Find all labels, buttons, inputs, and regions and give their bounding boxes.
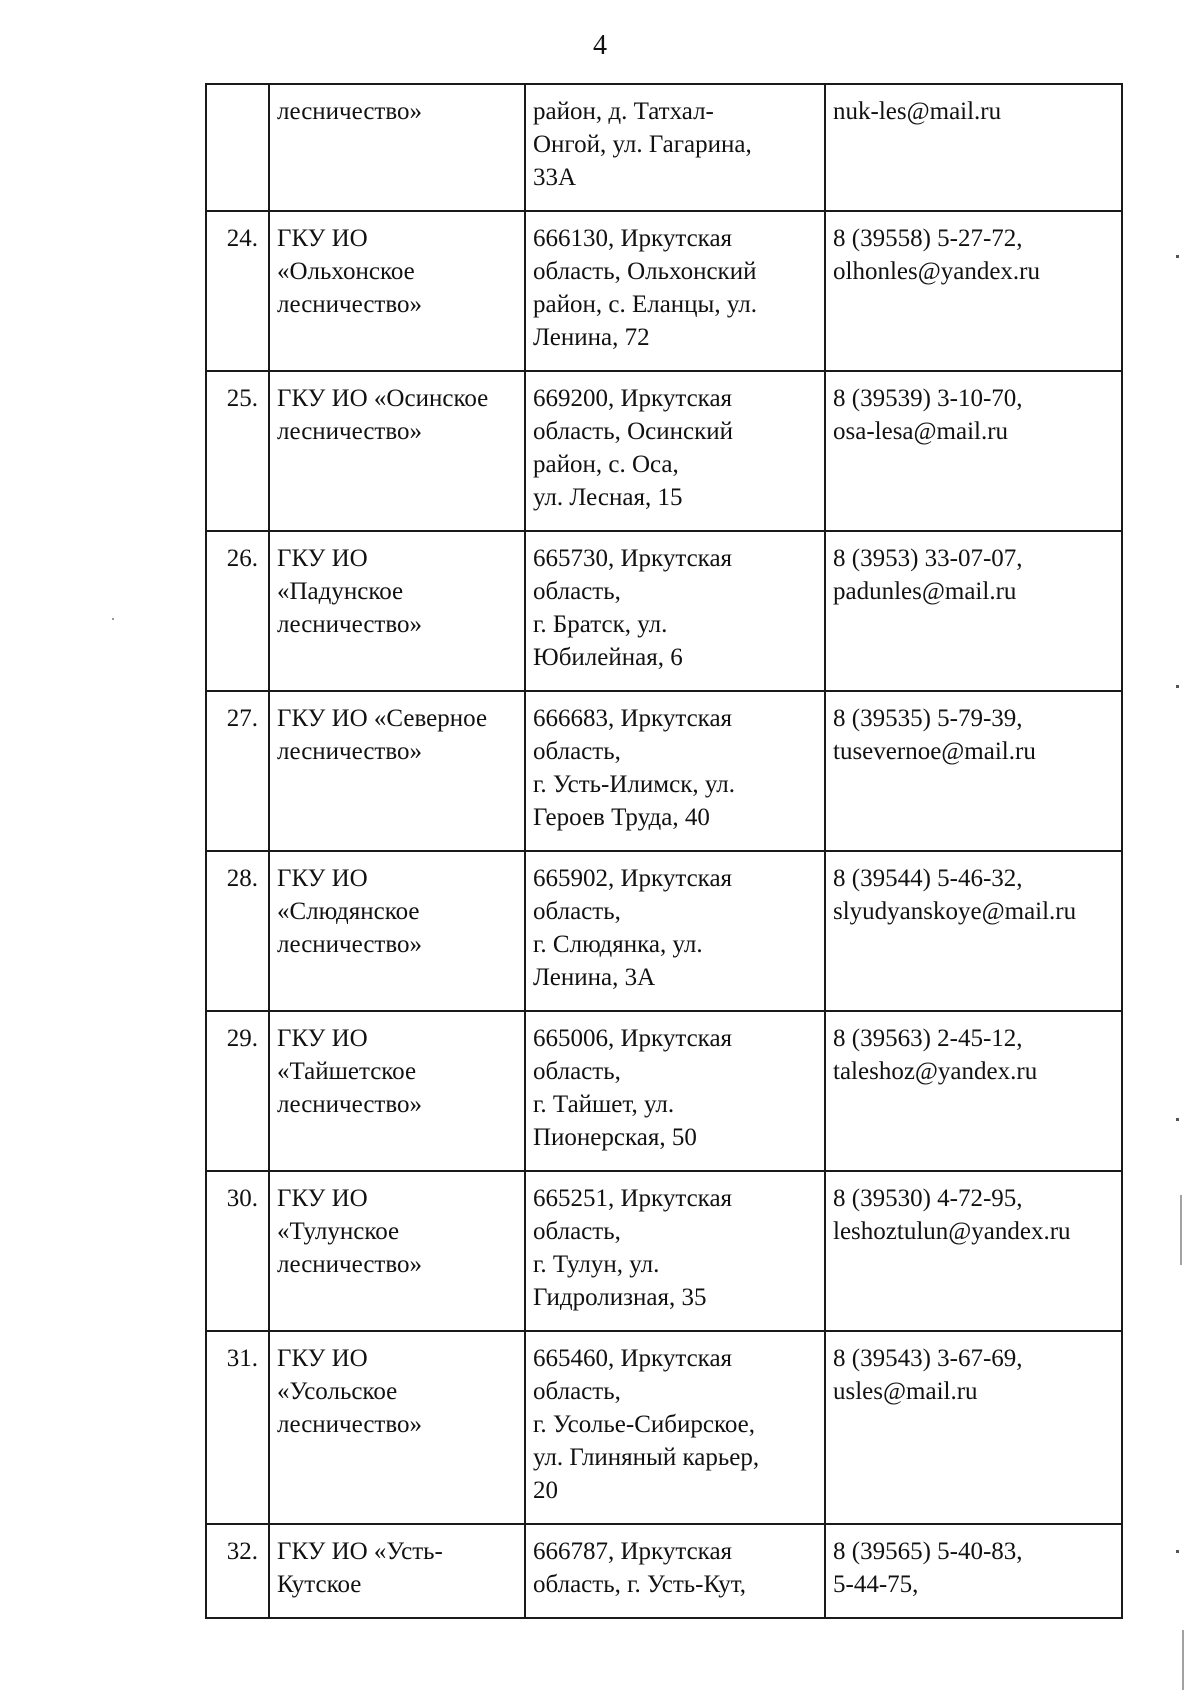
scan-dot xyxy=(1176,685,1179,688)
row-number: 28. xyxy=(206,851,269,1011)
table-row xyxy=(206,691,1122,851)
table-row xyxy=(206,1011,1122,1171)
postal-address: 665902, Иркутская область, г. Слюдянка, ул. Ленина, 3А xyxy=(525,851,825,1011)
page-number: 4 xyxy=(593,30,607,61)
organization-name: лесничество» xyxy=(269,84,525,211)
table-row xyxy=(206,371,1122,531)
contact-info: 8 (39565) 5-40-83, 5-44-75, xyxy=(825,1524,1122,1618)
contact-info: 8 (39544) 5-46-32, slyudyanskoye@mail.ru xyxy=(825,851,1122,1011)
row-number: 25. xyxy=(206,371,269,531)
organization-name: ГКУ ИО «Осинское лесничество» xyxy=(269,371,525,531)
contact-info: 8 (3953) 33-07-07, padunles@mail.ru xyxy=(825,531,1122,691)
row-number: 27. xyxy=(206,691,269,851)
row-number: 32. xyxy=(206,1524,269,1618)
postal-address: 666683, Иркутская область, г. Усть-Илимск, ул. Героев Труда, 40 xyxy=(525,691,825,851)
organization-name: ГКУ ИО «Тайшетское лесничество» xyxy=(269,1011,525,1171)
organization-name: ГКУ ИО «Тулунское лесничество» xyxy=(269,1171,525,1331)
table-row xyxy=(206,1171,1122,1331)
organization-name: ГКУ ИО «Падунское лесничество» xyxy=(269,531,525,691)
contact-info: 8 (39539) 3-10-70, osa-lesa@mail.ru xyxy=(825,371,1122,531)
contact-info: 8 (39563) 2-45-12, taleshoz@yandex.ru xyxy=(825,1011,1122,1171)
row-number: 24. xyxy=(206,211,269,371)
organization-name: ГКУ ИО «Усть- Кутское xyxy=(269,1524,525,1618)
organization-name: ГКУ ИО «Ольхонское лесничество» xyxy=(269,211,525,371)
contact-info: nuk-les@mail.ru xyxy=(825,84,1122,211)
contact-info: 8 (39543) 3-67-69, usles@mail.ru xyxy=(825,1331,1122,1524)
postal-address: 665006, Иркутская область, г. Тайшет, ул. Пионерская, 50 xyxy=(525,1011,825,1171)
organization-name: ГКУ ИО «Слюдянское лесничество» xyxy=(269,851,525,1011)
table-row xyxy=(206,211,1122,371)
table-row xyxy=(206,531,1122,691)
postal-address: 665460, Иркутская область, г. Усолье-Сибирское, ул. Глиняный карьер, 20 xyxy=(525,1331,825,1524)
table-row xyxy=(206,84,1122,211)
row-number: 26. xyxy=(206,531,269,691)
postal-address: район, д. Татхал- Онгой, ул. Гагарина, 33А xyxy=(525,84,825,211)
organization-name: ГКУ ИО «Усольское лесничество» xyxy=(269,1331,525,1524)
contact-info: 8 (39530) 4-72-95, leshoztulun@yandex.ru xyxy=(825,1171,1122,1331)
forestry-contacts-table xyxy=(205,83,1123,1619)
scan-dot xyxy=(112,618,114,620)
contact-info: 8 (39535) 5-79-39, tusevernoe@mail.ru xyxy=(825,691,1122,851)
table-row xyxy=(206,1331,1122,1524)
scan-dot xyxy=(1176,1550,1179,1553)
contact-info: 8 (39558) 5-27-72, olhonles@yandex.ru xyxy=(825,211,1122,371)
row-number xyxy=(206,84,269,211)
row-number: 31. xyxy=(206,1331,269,1524)
postal-address: 666130, Иркутская область, Ольхонский район, с. Еланцы, ул. Ленина, 72 xyxy=(525,211,825,371)
postal-address: 666787, Иркутская область, г. Усть-Кут, xyxy=(525,1524,825,1618)
row-number: 30. xyxy=(206,1171,269,1331)
scan-dot xyxy=(1176,1118,1179,1121)
postal-address: 669200, Иркутская область, Осинский район, с. Оса, ул. Лесная, 15 xyxy=(525,371,825,531)
scan-dot xyxy=(1176,255,1179,258)
row-number: 29. xyxy=(206,1011,269,1171)
organization-name: ГКУ ИО «Северное лесничество» xyxy=(269,691,525,851)
scan-line xyxy=(1180,1195,1182,1265)
table-row xyxy=(206,1524,1122,1618)
postal-address: 665251, Иркутская область, г. Тулун, ул. Гидролизная, 35 xyxy=(525,1171,825,1331)
table-row xyxy=(206,851,1122,1011)
scan-line xyxy=(1182,1630,1184,1690)
postal-address: 665730, Иркутская область, г. Братск, ул. Юбилейная, 6 xyxy=(525,531,825,691)
